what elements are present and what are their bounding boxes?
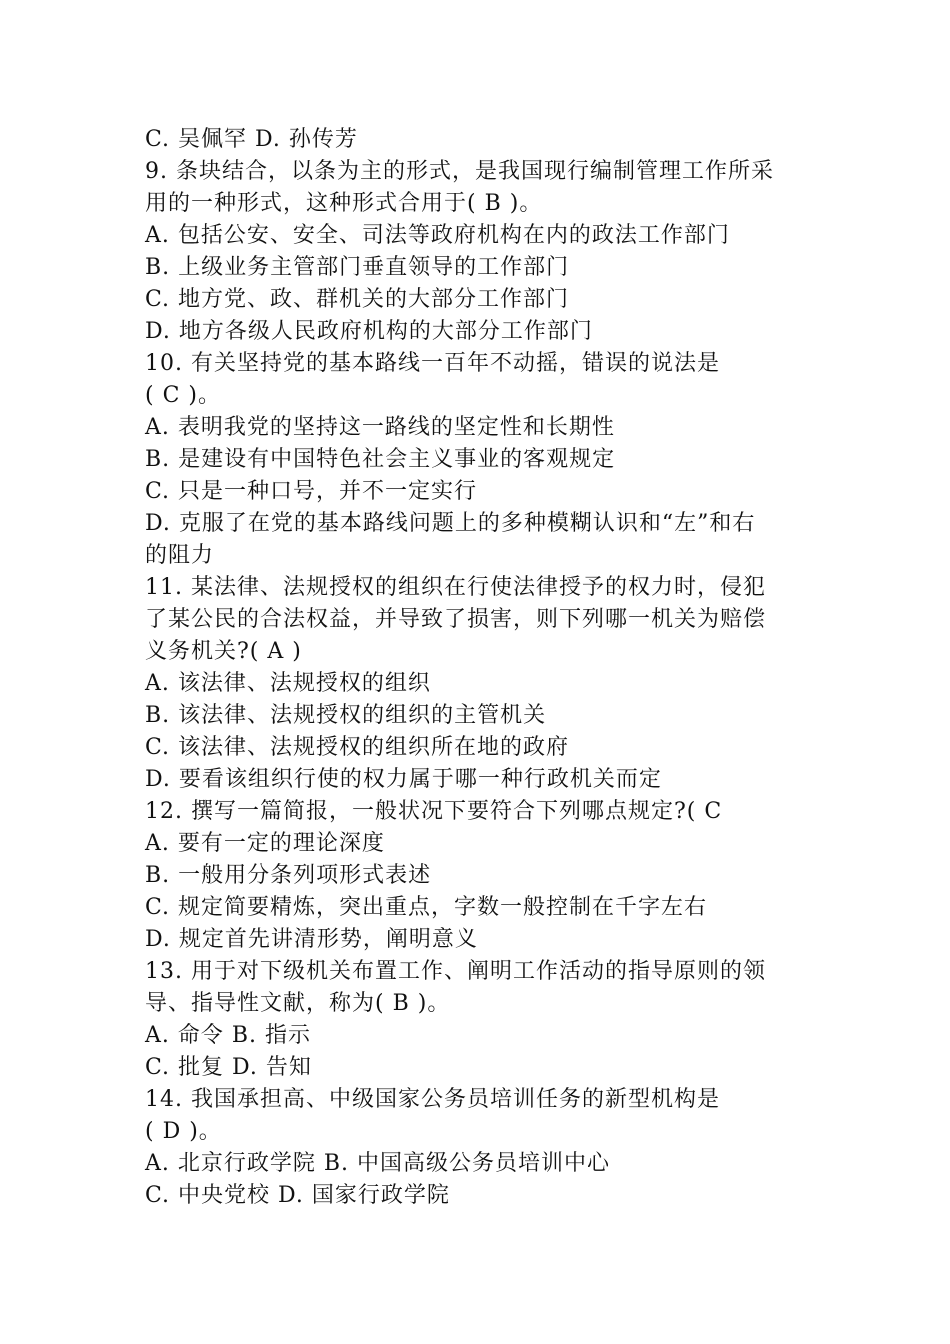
text-line: 10. 有关坚持党的基本路线一百年不动摇，错误的说法是 — [145, 351, 720, 376]
text-line: 14. 我国承担高、中级国家公务员培训任务的新型机构是 — [145, 1087, 720, 1112]
text-line: ( D )。 — [145, 1119, 222, 1144]
text-line: A. 命令 B. 指示 — [145, 1023, 312, 1048]
text-line: A. 表明我党的坚持这一路线的坚定性和长期性 — [145, 415, 615, 440]
text-line: D. 要看该组织行使的权力属于哪一种行政机关而定 — [145, 767, 662, 792]
text-line: 11. 某法律、法规授权的组织在行使法律授予的权力时，侵犯 — [145, 575, 766, 600]
text-line: 导、指导性文献，称为( B )。 — [145, 991, 451, 1016]
text-line: C. 吴佩罕 D. 孙传芳 — [145, 127, 358, 152]
text-line: D. 规定首先讲清形势，阐明意义 — [145, 927, 478, 952]
text-line: A. 要有一定的理论深度 — [145, 831, 385, 856]
text-line: C. 只是一种口号，并不一定实行 — [145, 479, 478, 504]
text-line: B. 是建设有中国特色社会主义事业的客观规定 — [145, 447, 616, 472]
text-line: ( C )。 — [145, 383, 221, 408]
text-line: 了某公民的合法权益，并导致了损害，则下列哪一机关为赔偿 — [145, 607, 767, 632]
text-line: C. 规定简要精炼，突出重点，字数一般控制在千字左右 — [145, 895, 708, 920]
text-line: 9. 条块结合，以条为主的形式，是我国现行编制管理工作所采 — [145, 159, 774, 184]
text-line: 12. 撰写一篇简报，一般状况下要符合下列哪点规定?( C — [145, 799, 723, 824]
text-line: D. 克服了在党的基本路线问题上的多种模糊认识和“左”和右 — [145, 511, 756, 536]
text-line: A. 包括公安、安全、司法等政府机构在内的政法工作部门 — [145, 223, 730, 248]
document-body — [145, 124, 815, 1212]
text-line: B. 上级业务主管部门垂直领导的工作部门 — [145, 255, 570, 280]
text-line: A. 该法律、法规授权的组织 — [145, 671, 431, 696]
text-line: C. 该法律、法规授权的组织所在地的政府 — [145, 735, 570, 760]
text-line: C. 批复 D. 告知 — [145, 1055, 312, 1080]
text-line: 用的一种形式，这种形式合用于( B )。 — [145, 191, 543, 216]
text-line: A. 北京行政学院 B. 中国高级公务员培训中心 — [145, 1151, 611, 1176]
text-line: D. 地方各级人民政府机构的大部分工作部门 — [145, 319, 593, 344]
text-line: 的阻力 — [145, 543, 215, 568]
text-line: B. 该法律、法规授权的组织的主管机关 — [145, 703, 547, 728]
text-line: 义务机关?( A ) — [145, 639, 302, 664]
text-line: C. 中央党校 D. 国家行政学院 — [145, 1183, 450, 1208]
text-line: C. 地方党、政、群机关的大部分工作部门 — [145, 287, 570, 312]
text-line: 13. 用于对下级机关布置工作、阐明工作活动的指导原则的领 — [145, 959, 766, 984]
text-line: B. 一般用分条列项形式表述 — [145, 863, 432, 888]
